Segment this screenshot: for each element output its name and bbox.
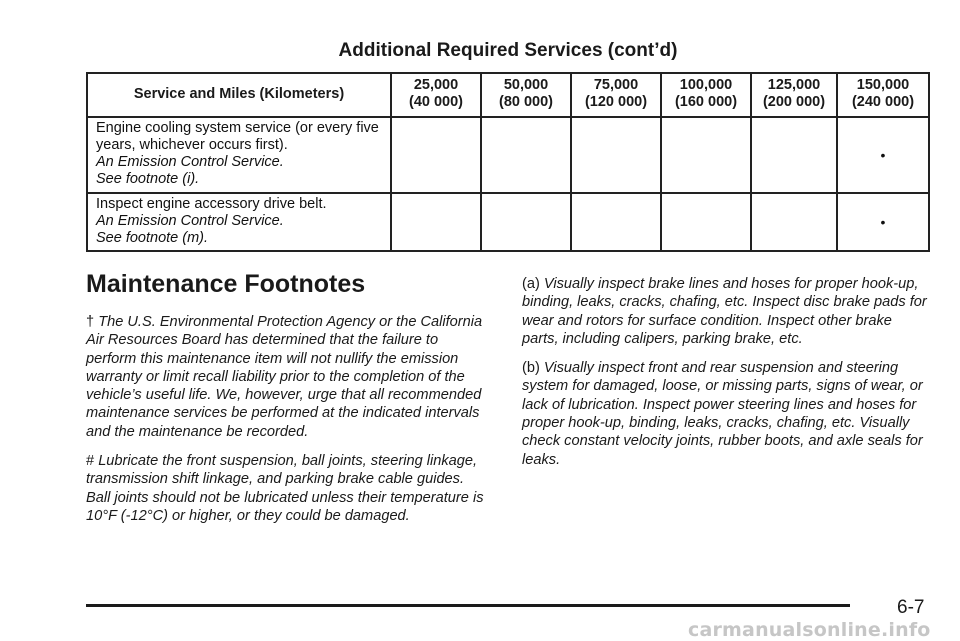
footnotes-right-column — [522, 275, 932, 480]
column-header-150000: 150,000 (240 000) — [837, 73, 929, 117]
service-mark — [481, 117, 571, 193]
footnote-symbol: (a) — [522, 276, 540, 292]
footnote-a — [522, 275, 932, 348]
column-header-100000: 100,000 (160 000) — [661, 73, 751, 117]
footnotes-heading: Maintenance Footnotes — [86, 270, 366, 298]
watermark-text: carmanualsonline.info — [688, 619, 931, 641]
column-header-75000: 75,000 (120 000) — [571, 73, 661, 117]
service-mark: • — [837, 193, 929, 251]
service-mark — [481, 193, 571, 251]
footnote-text: The U.S. Environmental Protection Agency or the California Air Resources Board has determined that the failure to perform this maintenance item will not nullify the emission warranty or limit recall liability prior to the completion of the vehicle’s useful life. We, however, urge that all recommended maintenance services be performed at the indicated intervals and the maintenance be recorded. — [86, 314, 483, 440]
service-column-header: Service and Miles (Kilometers) — [87, 73, 391, 117]
footnote-symbol: (b) — [522, 360, 540, 377]
service-description: Inspect engine accessory drive belt. An Emission Control Service. See footnote (m). — [87, 193, 391, 251]
service-mark — [571, 193, 661, 251]
column-header-125000: 125,000 (200 000) — [751, 73, 837, 117]
service-mark — [661, 193, 751, 251]
footnote-text: Lubricate the front suspension, ball joints, steering linkage, transmission shift linkage, and parking brake cable guides. Ball joints should not be lubricated unless their temperature is 10°F (-12°C) or higher, or they could be damaged. — [86, 453, 484, 524]
service-mark — [571, 117, 661, 193]
footnote-symbol: # — [86, 453, 95, 470]
section-title: Additional Required Services (cont’d) — [338, 40, 678, 61]
footnote-dagger — [86, 313, 488, 441]
footnote-hash — [86, 452, 488, 525]
page-number: 6-7 — [897, 597, 925, 618]
service-mark — [661, 117, 751, 193]
service-mark — [751, 193, 837, 251]
column-header-25000: 25,000 (40 000) — [391, 73, 481, 117]
footnote-text: Visually inspect brake lines and hoses for proper hook-up, binding, leaks, cracks, chafing, etc. Inspect disc brake pads for wear and rotors for surface condition. Inspect other brake parts, including calipers, parking brake, etc. — [522, 276, 927, 347]
table-header-row — [87, 73, 929, 117]
column-header-50000: 50,000 (80 000) — [481, 73, 571, 117]
service-mark — [391, 193, 481, 251]
service-description: Engine cooling system service (or every five years, whichever occurs first). An Emission Control Service. See footnote (i). — [87, 117, 391, 193]
footer-rule — [86, 604, 850, 607]
table-row — [87, 117, 929, 193]
footnote-text: Visually inspect front and rear suspension and steering system for damaged, loose, or missing parts, signs of wear, or lack of lubrication. Inspect power steering lines and hoses for proper hook-up, binding, leaks, cracks, chafing, etc. Visually check constant velocity joints, rubber boots, and axle seals for leaks. — [522, 360, 923, 468]
table-row — [87, 193, 929, 251]
footnote-symbol: † — [86, 314, 95, 330]
service-mark — [751, 117, 837, 193]
footnote-b — [522, 359, 932, 469]
services-table — [86, 72, 930, 252]
service-mark — [391, 117, 481, 193]
footnotes-left-column — [86, 313, 488, 536]
service-mark: • — [837, 117, 929, 193]
